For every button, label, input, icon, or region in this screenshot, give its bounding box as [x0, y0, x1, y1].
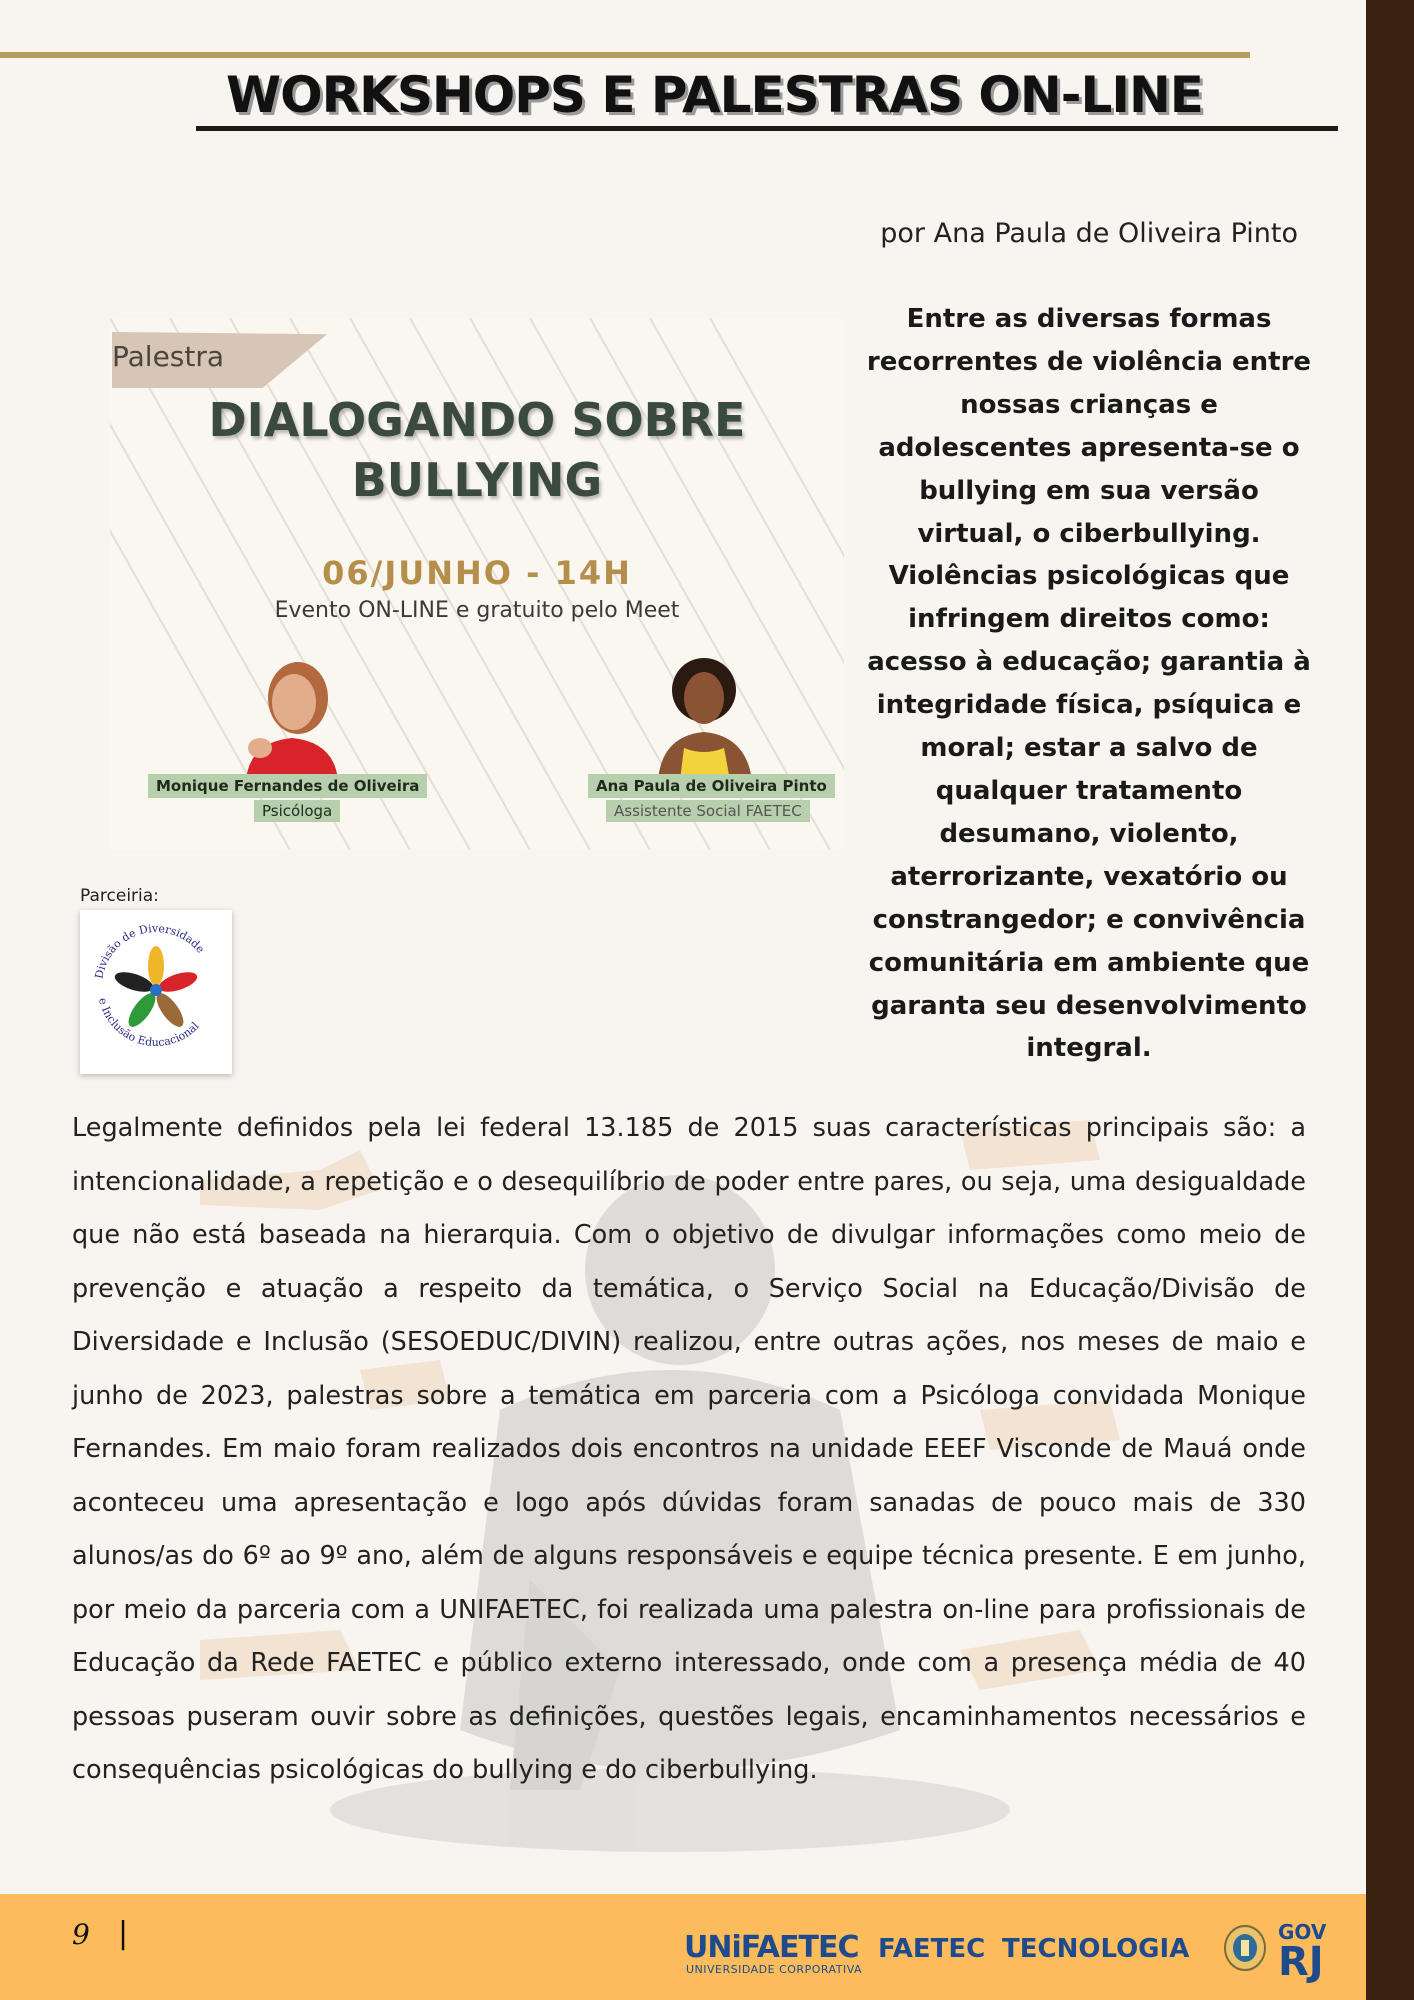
partnership-label: Parceiria: — [80, 886, 159, 906]
page-title: WORKSHOPS E PALESTRAS ON-LINE — [196, 64, 1338, 131]
flyer-title-line-1: DIALOGANDO SOBRE — [208, 393, 746, 447]
flyer-title-line-2: BULLYING — [351, 453, 603, 507]
event-flyer — [110, 318, 844, 850]
rj-seal-icon — [1222, 1922, 1268, 1974]
speaker-photo-ana-paula — [644, 652, 766, 780]
rj-logo-text: RJ — [1278, 1939, 1324, 1985]
top-accent-rule — [0, 52, 1250, 58]
unifaetec-logo-subtitle: UNIVERSIDADE CORPORATIVA — [686, 1963, 863, 1976]
flyer-date: 06/JUNHO - 14H — [322, 554, 632, 592]
author-byline: por Ana Paula de Oliveira Pinto — [880, 218, 1298, 249]
page-number-separator: | — [118, 1916, 129, 1951]
flyer-event-info: Evento ON-LINE e gratuito pelo Meet — [274, 598, 680, 623]
gov-logo-text: GOV — [1278, 1920, 1327, 1944]
faetec-logo: FAETEC — [878, 1934, 986, 1964]
page-number: 9 — [72, 1918, 90, 1951]
speaker-2-role: Assistente Social FAETEC — [606, 800, 810, 822]
speaker-1-name: Monique Fernandes de Oliveira — [148, 774, 427, 798]
body-paragraph: Legalmente definidos pela lei federal 13.185 de 2015 suas características principais são: a intencionalidade, a repetição e o desequilíbrio de poder entre pares, ou seja, uma desigualdade que não está baseada na hierarquia. Com o objetivo de divulgar informações como meio de prevenção e atuação a respeito da temática, o Serviço Social na Educação/Divisão de Diversidade e Inclusão (SESOEDUC/DIVIN) realizou, entre outras ações, nos meses de maio e junho de 2023, palestras sobre a temática em parceria com a Psicóloga convidada Monique Fernandes. Em maio foram realizados dois encontros na unidade EEEF Visconde de Mauá onde aconteceu uma apresentação e logo após dúvidas foram sanadas de pouco mais de 330 alunos/as do 6º ao 9º ano, além de alguns responsáveis e equipe técnica presente. E em junho, por meio da parceria com a UNIFAETEC, foi realizada uma palestra on-line para profissionais de Educação da Rede FAETEC e público externo interessado, onde com a presença média de 40 pessoas puseram ouvir sobre as definições, questões legais, encaminhamentos necessários e consequências psicológicas do bullying e do ciberbullying. — [72, 1113, 1306, 1785]
speaker-1-role: Psicóloga — [254, 800, 340, 822]
flyer-title — [110, 390, 844, 510]
partnership-logo-card — [80, 910, 232, 1074]
logo-text-top: Divisão de Diversidade — [92, 921, 208, 980]
unifaetec-logo: UNiFAETEC — [684, 1930, 859, 1965]
speaker-photo-monique — [226, 652, 348, 780]
flyer-tag-label: Palestra — [112, 340, 225, 373]
diversity-logo — [80, 910, 232, 1074]
intro-paragraph: Entre as diversas formas recorrentes de violência entre nossas crianças e adolescentes apresenta-se o bullying em sua versão virtual, o ciberbullying. Violências psicológicas que infringem direitos como: acesso à educação; garantia à integridade física, psíquica e moral; estar a salvo de qualquer tratamento desumano, violento, aterrorizante, vexatório ou constrangedor; e convivência comunitária em ambiente que garanta seu desenvolvimento integral. — [866, 304, 1312, 1064]
right-edge-bar — [1366, 0, 1414, 2000]
tecnologia-logo: TECNOLOGIA — [1002, 1934, 1190, 1964]
speaker-2-name: Ana Paula de Oliveira Pinto — [588, 774, 835, 798]
logo-text-bottom: e Inclusão Educacional — [96, 996, 202, 1050]
